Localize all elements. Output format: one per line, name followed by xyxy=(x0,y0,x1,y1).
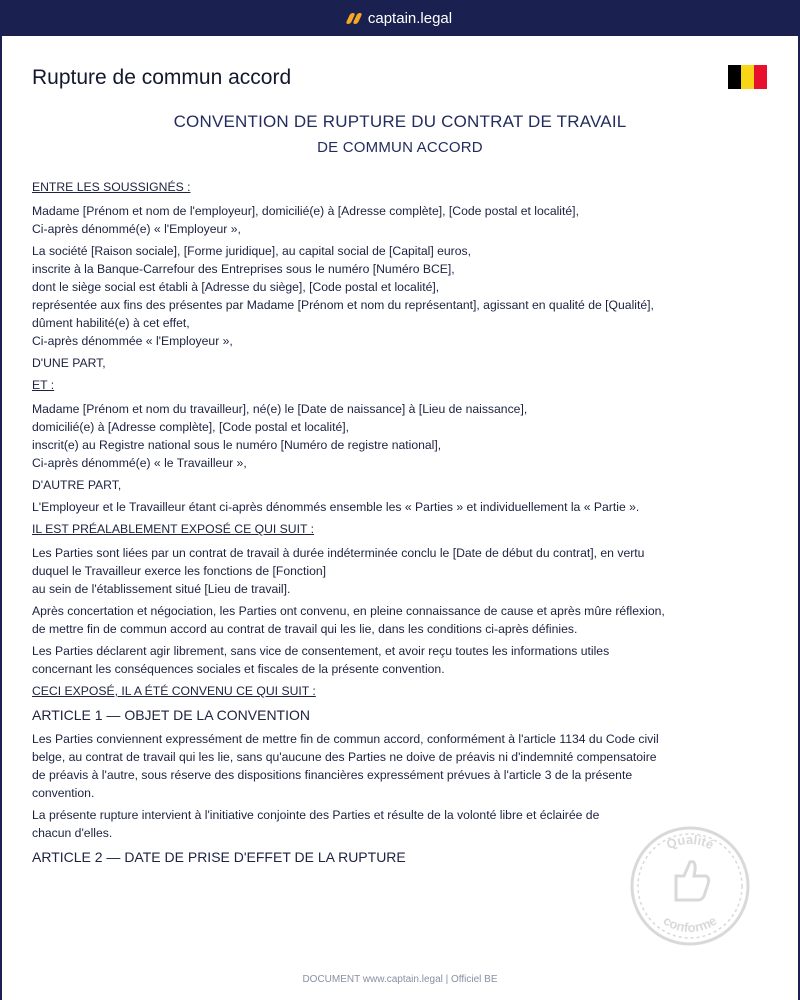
section-heading-preamble: IL EST PRÉALABLEMENT EXPOSÉ CE QUI SUIT : xyxy=(32,522,314,536)
paragraph-line: Les Parties déclarent agir librement, sans vice de consentement, et avoir reçu toutes les informations utiles xyxy=(32,644,610,658)
svg-text:Qualité xyxy=(664,832,716,852)
captain-legal-logo-icon xyxy=(348,13,360,24)
paragraph-line: chacun d'elles. xyxy=(32,826,113,840)
paragraph-line: domicilié(e) à [Adresse complète], [Code postal et localité], xyxy=(32,420,350,434)
paragraph-line: concernant les conséquences sociales et fiscales de la présente convention. xyxy=(32,662,445,676)
flag-stripe-black xyxy=(728,65,741,89)
stamp-top-text: Qualité xyxy=(664,831,717,853)
section-heading-agreement: CECI EXPOSÉ, IL A ÉTÉ CONVENU CE QUI SUIT : xyxy=(32,684,316,698)
paragraph-line: Ci-après dénommé(e) « l'Employeur », xyxy=(32,222,241,236)
conforme-stamp-icon xyxy=(628,824,752,948)
section-heading-parties: ENTRE LES SOUSSIGNÉS : xyxy=(32,180,191,194)
paragraph-line: Madame [Prénom et nom de l'employeur], domicilié(e) à [Adresse complète], [Code postal et localité], xyxy=(32,204,579,218)
paragraph-line: duquel le Travailleur exerce les fonctions de [Fonction] xyxy=(32,564,327,578)
paragraph-line: Ci-après dénommé(e) « le Travailleur », xyxy=(32,456,247,470)
document-title: CONVENTION DE RUPTURE DU CONTRAT DE TRAVAIL xyxy=(173,112,627,131)
belgium-flag-icon xyxy=(728,65,767,89)
flag-stripe-yellow xyxy=(741,65,754,89)
document-page xyxy=(2,36,798,1000)
paragraph-line: Les Parties sont liées par un contrat de travail à durée indéterminée conclu le [Date de début du contrat], en vertu xyxy=(32,546,645,560)
paragraph-line: convention. xyxy=(32,786,95,800)
paragraph-line: La société [Raison sociale], [Forme juridique], au capital social de [Capital] euros, xyxy=(32,244,471,258)
paragraph-line: de mettre fin de commun accord au contrat de travail qui les lie, dans les conditions ci-après définies. xyxy=(32,622,578,636)
paragraph-line: Madame [Prénom et nom du travailleur], né(e) le [Date de naissance] à [Lieu de naissance], xyxy=(32,402,528,416)
paragraph-line: dont le siège social est établi à [Adresse du siège], [Code postal et localité], xyxy=(32,280,440,294)
brand-name[interactable]: captain.legal xyxy=(367,9,453,27)
stamp-bottom-text: conforme xyxy=(660,912,720,936)
paragraph-line: belge, au contrat de travail qui les lie, sans qu'aucune des Parties ne doive de préavis ni d'indemnité compensatoire xyxy=(32,750,657,764)
document-subtitle: DE COMMUN ACCORD xyxy=(317,139,483,156)
paragraph-line: de préavis à l'autre, sous réserve des dispositions financières expressément prévues à l'article 3 de la présente xyxy=(32,768,633,782)
top-bar xyxy=(0,0,800,36)
paragraph-line: Les Parties conviennent expressément de mettre fin de commun accord, conformément à l'article 1134 du Code civil xyxy=(32,732,659,746)
paragraph-line: au sein de l'établissement situé [Lieu de travail]. xyxy=(32,582,291,596)
paragraph-line: La présente rupture intervient à l'initiative conjointe des Parties et résulte de la volonté libre et éclairée de xyxy=(32,808,600,822)
document-footer: DOCUMENT www.captain.legal | Officiel BE xyxy=(302,974,498,985)
document-heading: Rupture de commun accord xyxy=(32,66,292,89)
article-1-title: ARTICLE 1 — OBJET DE LA CONVENTION xyxy=(32,707,310,723)
paragraph-line: représentée aux fins des présentes par Madame [Prénom et nom du représentant], agissant en qualité de [Qualité], xyxy=(32,298,654,312)
paragraph-line: dûment habilité(e) à cet effet, xyxy=(32,316,190,330)
section-heading-and: ET : xyxy=(32,378,55,392)
flag-stripe-red xyxy=(754,65,767,89)
paragraph-line: D'AUTRE PART, xyxy=(32,478,122,492)
article-2-title: ARTICLE 2 — DATE DE PRISE D'EFFET DE LA RUPTURE xyxy=(32,849,406,865)
paragraph-line: Après concertation et négociation, les Parties ont convenu, en pleine connaissance de cause et après mûre réflexion, xyxy=(32,604,665,618)
svg-text:conforme xyxy=(661,913,720,935)
document-body xyxy=(32,174,742,872)
paragraph-line: inscrite à la Banque-Carrefour des Entreprises sous le numéro [Numéro BCE], xyxy=(32,262,455,276)
paragraph-line: Ci-après dénommée « l'Employeur », xyxy=(32,334,233,348)
paragraph-line: L'Employeur et le Travailleur étant ci-après dénommés ensemble les « Parties » et individuellement la « Partie ». xyxy=(32,500,640,514)
paragraph-line: D'UNE PART, xyxy=(32,356,106,370)
paragraph-line: inscrit(e) au Registre national sous le numéro [Numéro de registre national], xyxy=(32,438,442,452)
